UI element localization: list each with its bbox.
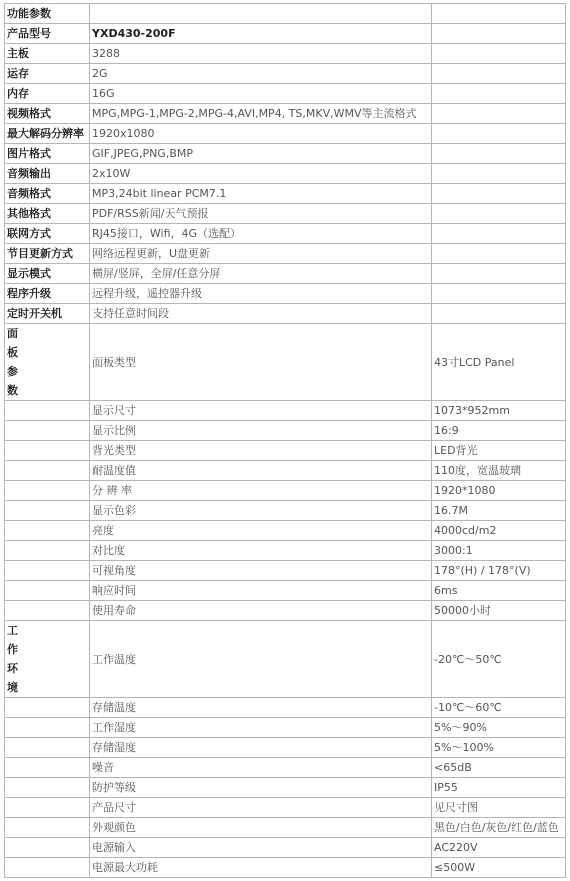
row-name: 面板类型	[90, 324, 432, 401]
row-name: 显示比例	[90, 421, 432, 441]
row-extra	[432, 264, 566, 284]
row-name: 显示尺寸	[90, 401, 432, 421]
table-row	[5, 738, 566, 758]
row-extra	[432, 124, 566, 144]
group-label-cont	[5, 738, 90, 758]
row-extra	[432, 84, 566, 104]
table-row	[5, 798, 566, 818]
table-row	[5, 858, 566, 878]
row-value: 16G	[90, 84, 432, 104]
row-value: LED背光	[432, 441, 566, 461]
row-value: GIF,JPEG,PNG,BMP	[90, 144, 432, 164]
row-value: 远程升级，遥控器升级	[90, 284, 432, 304]
group-label-char: 工	[7, 624, 18, 637]
row-value: MP3,24bit linear PCM7.1	[90, 184, 432, 204]
row-extra	[432, 244, 566, 264]
row-value: 支持任意时间段	[90, 304, 432, 324]
table-row	[5, 521, 566, 541]
row-value: 1920*1080	[432, 481, 566, 501]
row-label: 其他格式	[5, 204, 90, 224]
row-name: 电源输入	[90, 838, 432, 858]
table-row	[5, 44, 566, 64]
row-label: 程序升级	[5, 284, 90, 304]
row-value: MPG,MPG-1,MPG-2,MPG-4,AVI,MP4, TS,MKV,WMV等主流格式	[90, 104, 432, 124]
group-label-cont	[5, 798, 90, 818]
row-value: 1920x1080	[90, 124, 432, 144]
row-name: 外观颜色	[90, 818, 432, 838]
row-name: 防护等级	[90, 778, 432, 798]
table-row	[5, 718, 566, 738]
row-value: 5%～100%	[432, 738, 566, 758]
row-value: 2x10W	[90, 164, 432, 184]
row-label: 音频输出	[5, 164, 90, 184]
row-extra	[432, 164, 566, 184]
row-extra	[432, 24, 566, 44]
table-row	[5, 421, 566, 441]
table-row	[5, 581, 566, 601]
table-row	[5, 324, 566, 401]
row-label: 功能参数	[5, 4, 90, 24]
group-label-cont	[5, 461, 90, 481]
group-label-cont	[5, 501, 90, 521]
table-row	[5, 621, 566, 698]
group-label-cont	[5, 838, 90, 858]
row-extra	[432, 144, 566, 164]
group-label-cont	[5, 778, 90, 798]
row-label: 最大解码分辨率	[5, 124, 90, 144]
row-extra	[432, 104, 566, 124]
row-value: 50000小时	[432, 601, 566, 621]
row-label: 主板	[5, 44, 90, 64]
row-name: 噪音	[90, 758, 432, 778]
row-name: 耐温度值	[90, 461, 432, 481]
group-label-cont	[5, 818, 90, 838]
row-value: -20℃～50℃	[432, 621, 566, 698]
row-label: 音频格式	[5, 184, 90, 204]
row-value: IP55	[432, 778, 566, 798]
group-label-cont	[5, 581, 90, 601]
table-row	[5, 244, 566, 264]
spec-table	[4, 3, 566, 878]
row-name: 可视角度	[90, 561, 432, 581]
group-label-cont	[5, 541, 90, 561]
row-name: 背光类型	[90, 441, 432, 461]
group-label-cont	[5, 601, 90, 621]
row-value: <65dB	[432, 758, 566, 778]
row-extra	[432, 44, 566, 64]
group-label-char: 境	[7, 681, 18, 694]
group-label-cont	[5, 698, 90, 718]
row-value: ≤500W	[432, 858, 566, 878]
table-row	[5, 541, 566, 561]
group-label-char: 参	[7, 365, 18, 378]
group-label-cont	[5, 441, 90, 461]
row-label: 运存	[5, 64, 90, 84]
row-label: 产品型号	[5, 24, 90, 44]
table-row	[5, 124, 566, 144]
row-name: 分 辨 率	[90, 481, 432, 501]
row-name: 产品尺寸	[90, 798, 432, 818]
row-value: 178°(H) / 178°(V)	[432, 561, 566, 581]
row-value: 见尺寸图	[432, 798, 566, 818]
table-row	[5, 224, 566, 244]
row-label: 定时开关机	[5, 304, 90, 324]
table-row	[5, 758, 566, 778]
table-row	[5, 104, 566, 124]
row-value: -10℃～60℃	[432, 698, 566, 718]
row-value: 横屏/竖屏，全屏/任意分屏	[90, 264, 432, 284]
row-extra	[432, 304, 566, 324]
row-value: 6ms	[432, 581, 566, 601]
spec-table-body	[5, 4, 566, 878]
table-row	[5, 401, 566, 421]
row-value: 3000:1	[432, 541, 566, 561]
group-label-cont	[5, 401, 90, 421]
row-extra	[432, 204, 566, 224]
row-name: 亮度	[90, 521, 432, 541]
row-value: 2G	[90, 64, 432, 84]
group-label-char: 环	[7, 662, 18, 675]
row-name: 电源最大功耗	[90, 858, 432, 878]
table-row	[5, 64, 566, 84]
row-label: 显示模式	[5, 264, 90, 284]
group-label-cont	[5, 858, 90, 878]
group-label-char: 面	[7, 327, 18, 340]
row-value: 网络远程更新，U盘更新	[90, 244, 432, 264]
row-label: 视频格式	[5, 104, 90, 124]
row-name: 工作湿度	[90, 718, 432, 738]
group-label	[5, 324, 90, 401]
table-row	[5, 838, 566, 858]
row-value: RJ45接口，Wifi，4G（选配）	[90, 224, 432, 244]
row-value: 16:9	[432, 421, 566, 441]
table-row	[5, 284, 566, 304]
row-label: 节目更新方式	[5, 244, 90, 264]
table-row	[5, 184, 566, 204]
row-value: 1073*952mm	[432, 401, 566, 421]
table-row	[5, 84, 566, 104]
group-label-cont	[5, 561, 90, 581]
table-row	[5, 441, 566, 461]
row-label: 图片格式	[5, 144, 90, 164]
row-label: 联网方式	[5, 224, 90, 244]
row-value: 4000cd/m2	[432, 521, 566, 541]
table-row	[5, 204, 566, 224]
table-row	[5, 304, 566, 324]
row-value: 43寸LCD Panel	[432, 324, 566, 401]
table-row	[5, 481, 566, 501]
table-row	[5, 778, 566, 798]
row-value: 16.7M	[432, 501, 566, 521]
table-row	[5, 4, 566, 24]
row-value: 110度，宽温玻璃	[432, 461, 566, 481]
group-label-cont	[5, 481, 90, 501]
row-name: 对比度	[90, 541, 432, 561]
row-extra	[432, 4, 566, 24]
row-extra	[432, 184, 566, 204]
table-row	[5, 461, 566, 481]
row-name: 存储湿度	[90, 738, 432, 758]
table-row	[5, 561, 566, 581]
table-row	[5, 818, 566, 838]
row-value: 黑色/白色/灰色/红色/蓝色	[432, 818, 566, 838]
group-label-cont	[5, 521, 90, 541]
row-extra	[432, 64, 566, 84]
row-name: 工作温度	[90, 621, 432, 698]
row-name: 显示色彩	[90, 501, 432, 521]
table-row	[5, 601, 566, 621]
row-label: 内存	[5, 84, 90, 104]
table-row	[5, 24, 566, 44]
group-label-char: 数	[7, 384, 18, 397]
group-label-cont	[5, 758, 90, 778]
row-value: AC220V	[432, 838, 566, 858]
row-value: 3288	[90, 44, 432, 64]
row-value: 5%～90%	[432, 718, 566, 738]
table-row	[5, 164, 566, 184]
group-label	[5, 621, 90, 698]
table-row	[5, 501, 566, 521]
row-name: 响应时间	[90, 581, 432, 601]
group-label-cont	[5, 421, 90, 441]
row-name: 存储温度	[90, 698, 432, 718]
row-value: YXD430-200F	[90, 24, 432, 44]
group-label-cont	[5, 718, 90, 738]
row-name: 使用寿命	[90, 601, 432, 621]
table-row	[5, 698, 566, 718]
row-value: PDF/RSS新闻/天气预报	[90, 204, 432, 224]
row-extra	[432, 284, 566, 304]
table-row	[5, 264, 566, 284]
row-extra	[432, 224, 566, 244]
group-label-char: 作	[7, 643, 18, 656]
row-value	[90, 4, 432, 24]
group-label-char: 板	[7, 346, 18, 359]
table-row	[5, 144, 566, 164]
